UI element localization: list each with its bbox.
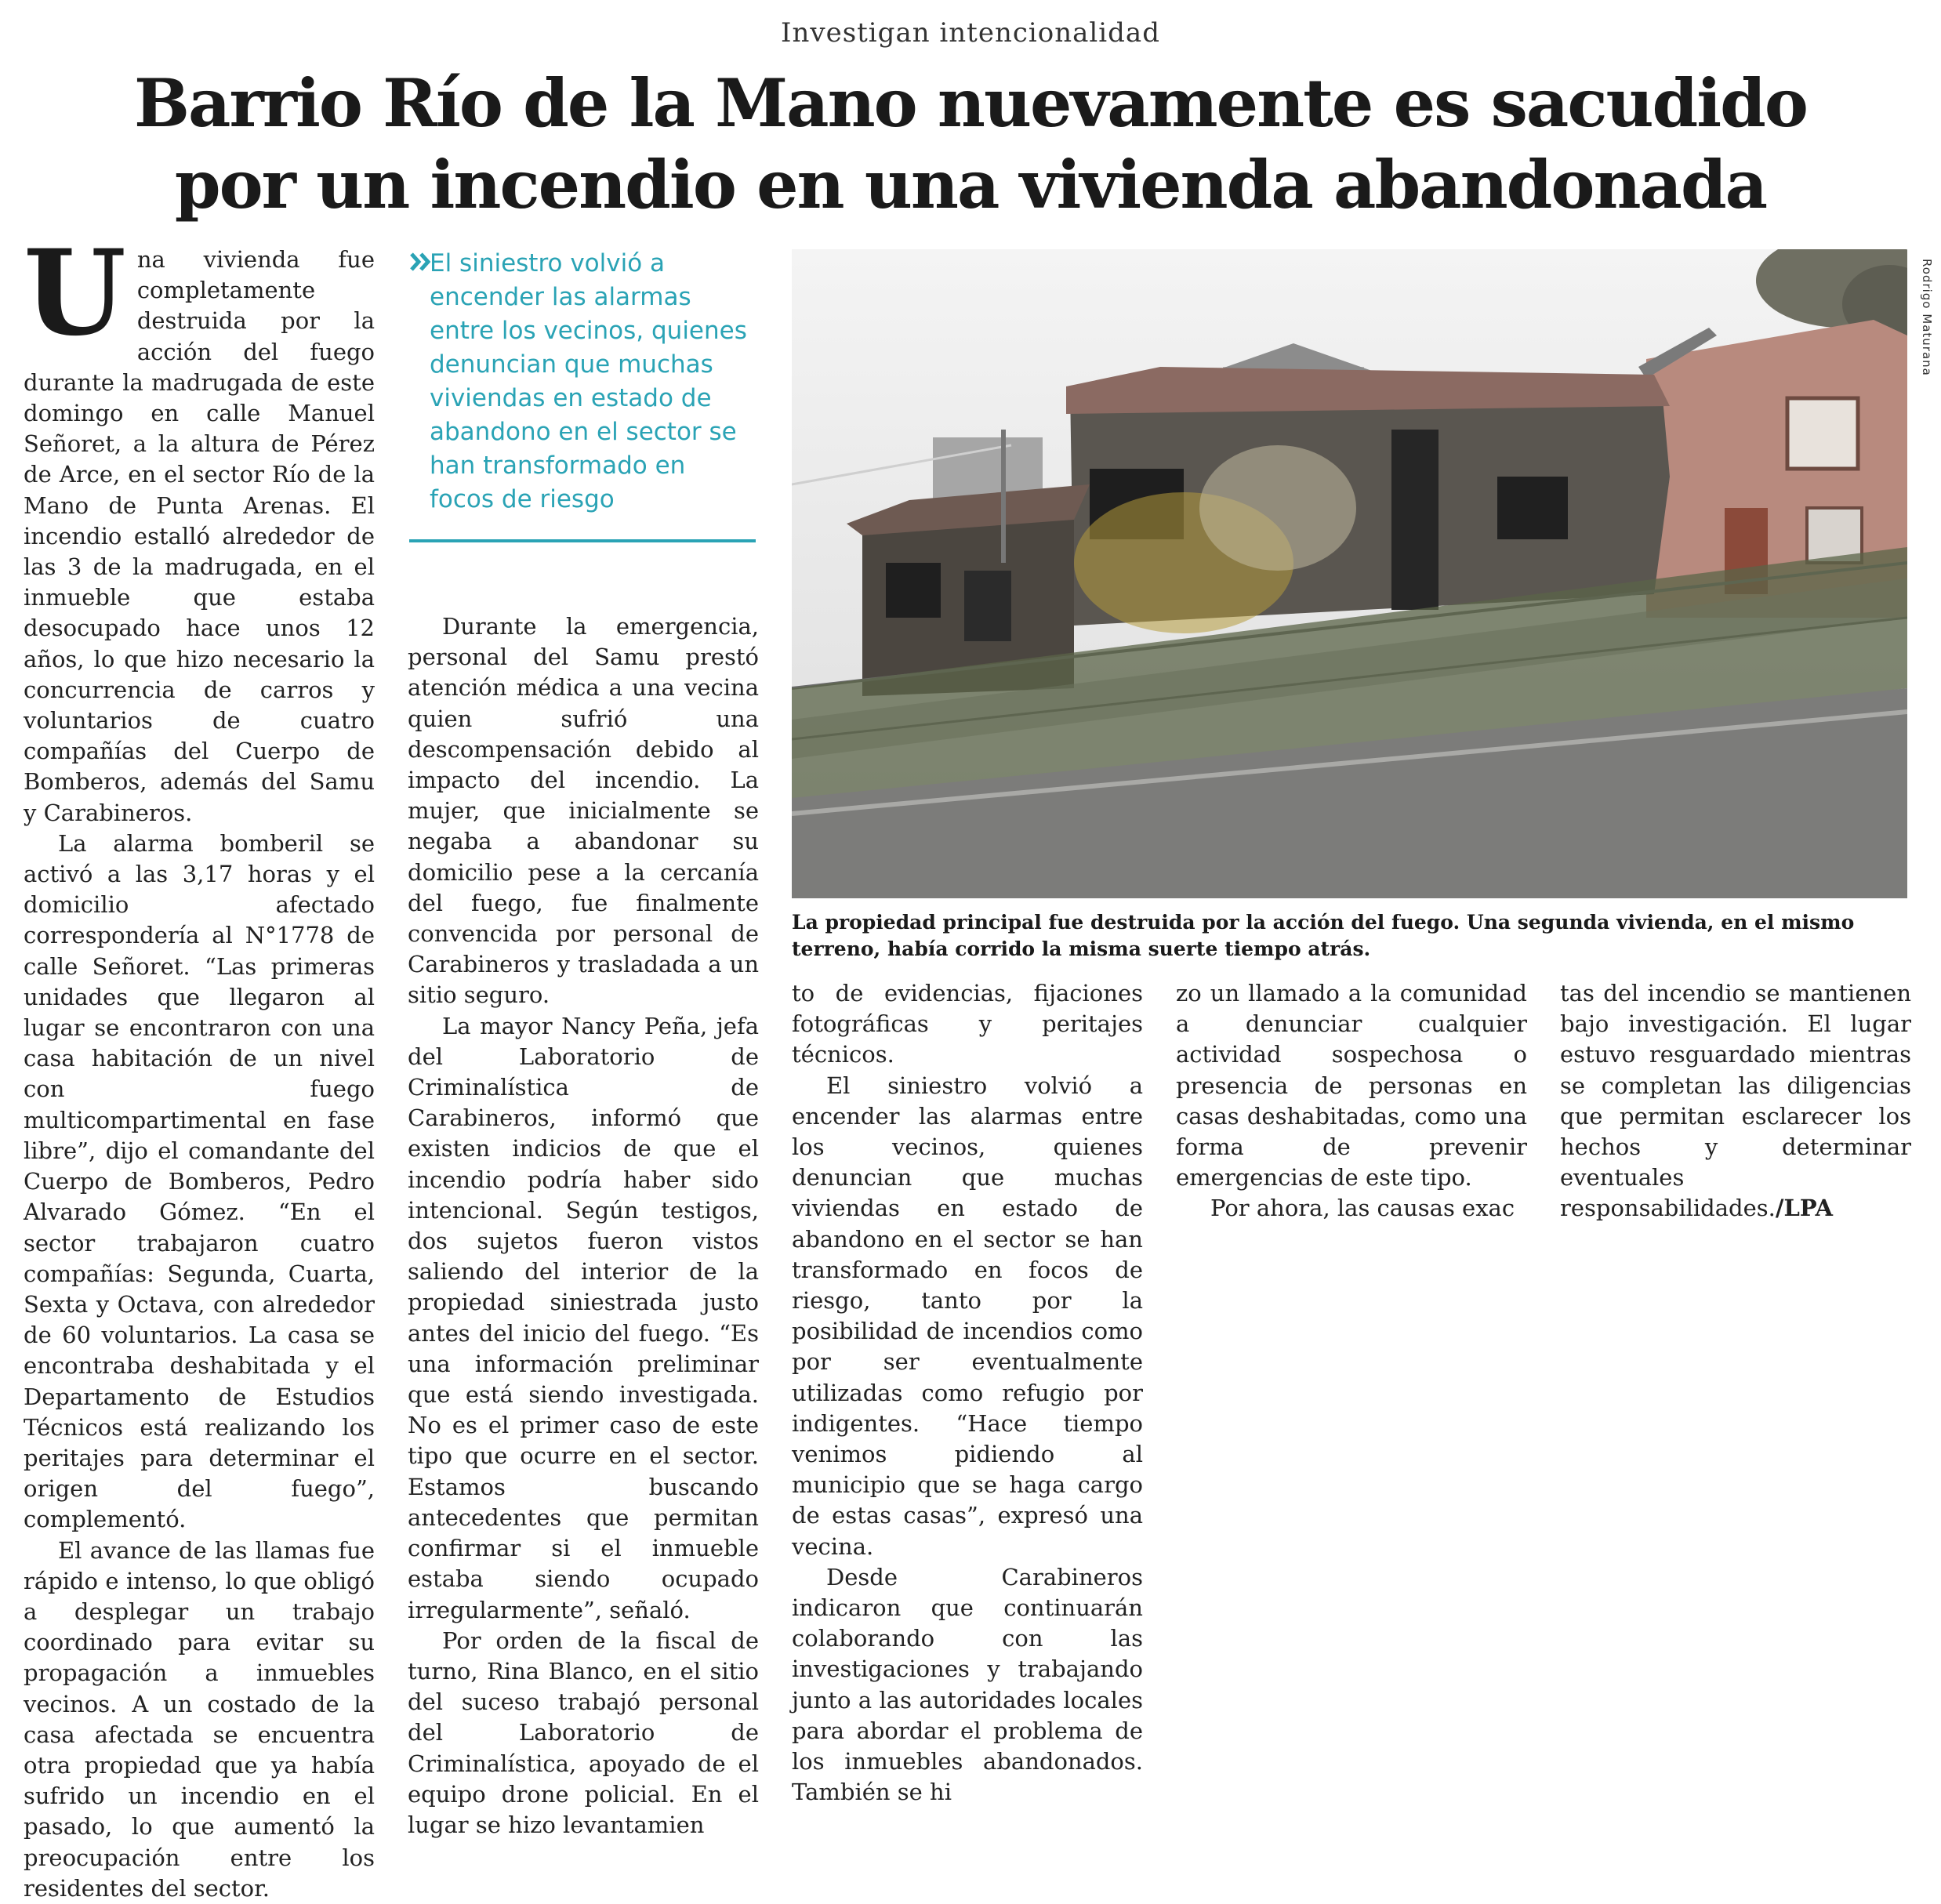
paragraph-9: Por ahora, las causas exac bbox=[1210, 1195, 1515, 1222]
paragraph-5: La mayor Nancy Peña, jefa del Laboratorio de Criminalística de Carabineros, informó que existen indicios de que el incendio podría haber sido intencional. Según testigos, dos sujetos fueron vistos saliendo del interior de la propiedad siniestrada justo antes del inicio del fuego. “Es una información preliminar que está siendo investigada. No es el primer caso de este tipo que ocurre en el sector. Estamos buscando antecedentes que permitan confirmar si el inmueble estaba siendo ocupado irregularmente”, señaló. bbox=[408, 1012, 759, 1623]
column-2 bbox=[408, 611, 759, 1841]
double-chevron-right-icon bbox=[409, 250, 437, 274]
author-signature: /LPA bbox=[1775, 1195, 1834, 1222]
paragraph-9-continued: tas del incendio se mantienen bajo investigación. El lugar estuvo resguardado mientras se completan las diligencias que permitan esclarecer los hechos y determinar eventuales responsabilidades./LPA bbox=[1560, 980, 1911, 1222]
paragraph-7: El siniestro volvió a encender las alarmas entre los vecinos, quienes denuncian que muchas viviendas en estado de abandono en el sector se han transformado en focos de riesgo, tanto por la posibilidad de incendios como por ser eventualmente utilizadas como refugio por indigentes. “Hace tiempo venimos pidiendo al municipio que se haga cargo de estas casas”, expresó una vecina. bbox=[792, 1072, 1143, 1560]
pull-quote-rule bbox=[409, 539, 756, 542]
photo-caption: La propiedad principal fue destruida por la acción del fuego. Una segunda vivienda, en el mismo terreno, había corrido la misma suerte tiempo atrás. bbox=[792, 911, 1855, 960]
paragraph-6-continued: to de evidencias, fijaciones fotográficas y peritajes técnicos. bbox=[792, 980, 1143, 1068]
kicker: Investigan intencionalidad bbox=[781, 17, 1160, 49]
paragraph-8: Desde Carabineros indicaron que continuarán colaborando con las investigaciones y trabajando junto a las autoridades locales para abordar el problema de los inmuebles abandonados. También se hi bbox=[792, 1563, 1143, 1806]
paragraph-3: El avance de las llamas fue rápido e intenso, lo que obligó a desplegar un trabajo coordinado para evitar su propagación a inmuebles vecinos. A un costado de la casa afectada se encuentra otra propiedad que ya había sufrido un incendio en el pasado, lo que aumentó la preocupación entre los residentes del sector. bbox=[24, 1536, 375, 1902]
column-5 bbox=[1560, 978, 1911, 1224]
drop-cap: U bbox=[24, 224, 126, 362]
paragraph-8-continued: zo un llamado a la comunidad a denunciar cualquier actividad sospechosa o presencia de personas en casas deshabitadas, como una forma de prevenir emergencias de este tipo. bbox=[1176, 980, 1527, 1191]
paragraph-2: La alarma bomberil se activó a las 3,17 horas y el domicilio afectado correspondería al N°1778 de calle Señoret. “Las primeras unidades que llegaron al lugar se encontraron con una casa habitación de un nivel con fuego multicompartimental en fase libre”, dijo el comandante del Cuerpo de Bomberos, Pedro Alvarado Gómez. “En el sector trabajaron cuatro compañías: Segunda, Cuarta, Sexta y Octava, con alrededor de 60 voluntarios. La casa se encontraba deshabitada y el Departamento de Estudios Técnicos está realizando los peritajes para determinar el origen del fuego”, complementó. bbox=[24, 829, 375, 1533]
headline: Barrio Río de la Mano nuevamente es sacudido por un incendio en una vivienda abandonada bbox=[134, 64, 1807, 223]
column-1 bbox=[24, 224, 375, 1904]
paragraph-1: Una vivienda fue completamente destruida por la acción del fuego durante la madrugada de este domingo en calle Manuel Señoret, a la altura de Pérez de Arce, en el sector Río de la Mano de Punta Arenas. El incendio estalló alrededor de las 3 de la madrugada, en el inmueble que estaba desocupado hace unos 12 años, lo que hizo necesario la concurrencia de carros y voluntarios de cuatro compañías del Cuerpo de Bomberos, además del Samu y Carabineros. bbox=[24, 224, 375, 826]
column-3 bbox=[792, 978, 1143, 1808]
paragraph-4: Durante la emergencia, personal del Samu prestó atención médica a una vecina quien sufrió una descompensación debido al impacto del incendio. La mujer, que inicialmente se negaba a abandonar su domicilio pese a la cercanía del fuego, fue finalmente convencida por personal de Carabineros y trasladada a un sitio seguro. bbox=[408, 613, 759, 1009]
pull-quote bbox=[409, 247, 754, 517]
pull-quote-text: El siniestro volvió a encender las alarmas entre los vecinos, quienes denuncian que muchas viviendas en estado de abandono en el sector se han transformado en focos de riesgo bbox=[430, 249, 747, 513]
photo-credit: Rodrigo Maturana bbox=[1920, 259, 1934, 376]
article-photo bbox=[792, 249, 1907, 898]
paragraph-6: Por orden de la fiscal de turno, Rina Blanco, en el sitio del suceso trabajó personal del Laboratorio de Criminalística, apoyado de el equipo drone policial. En el lugar se hizo levantamien bbox=[408, 1627, 759, 1838]
column-4 bbox=[1176, 978, 1527, 1224]
